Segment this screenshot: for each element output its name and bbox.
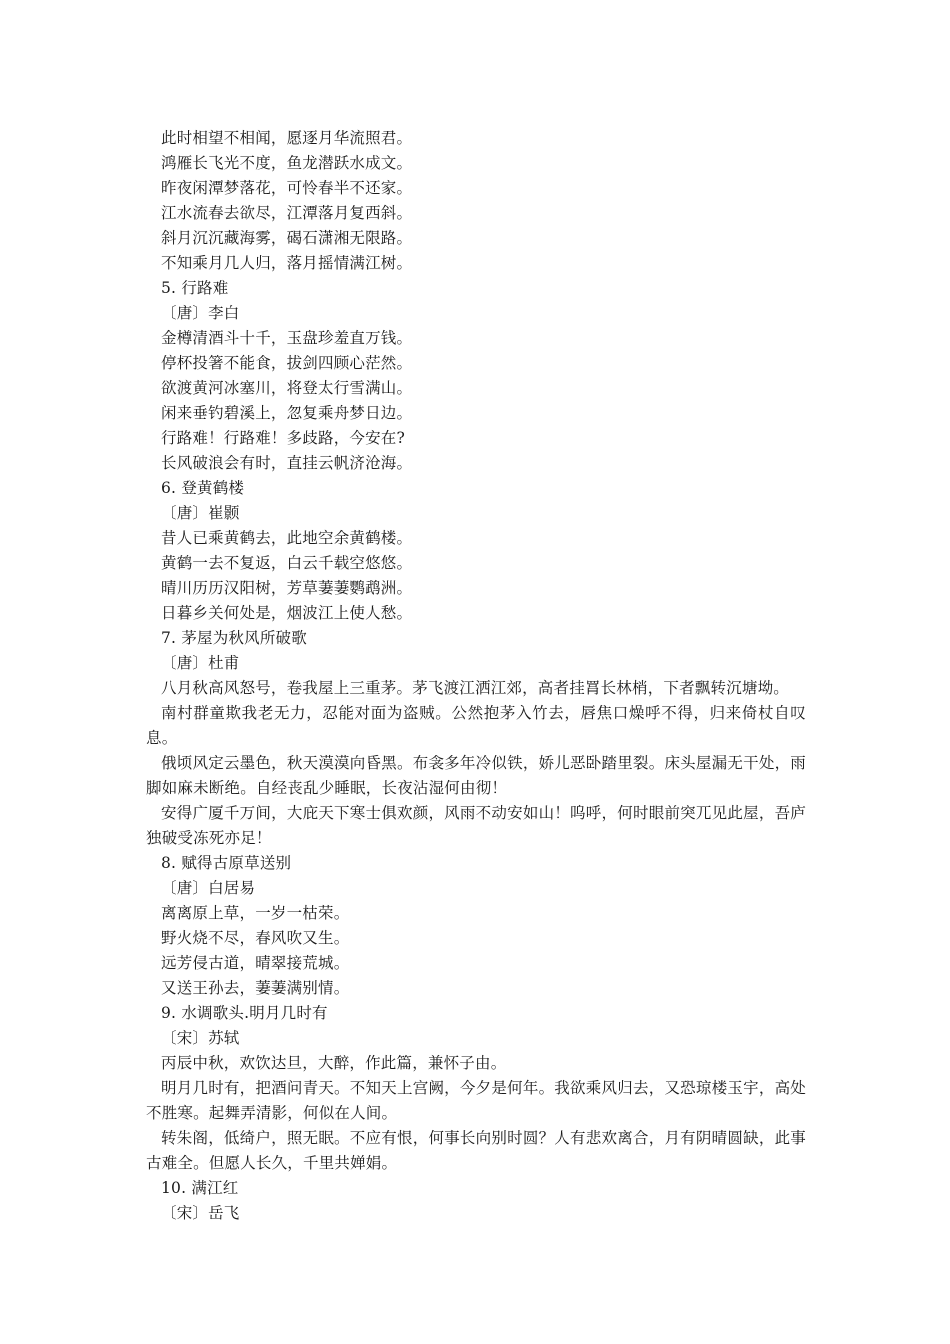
verse-line: 金樽清酒斗十千，玉盘珍羞直万钱。 xyxy=(161,329,413,347)
verse-line: 停杯投箸不能食，拔剑四顾心茫然。 xyxy=(161,354,413,372)
poem-title: 6. 登黄鹤楼 xyxy=(161,479,245,497)
poem-title: 8. 赋得古原草送别 xyxy=(161,854,292,872)
poem-author: 〔唐〕杜甫 xyxy=(161,654,240,672)
verse-line: 行路难！行路难！多歧路，今安在? xyxy=(161,429,406,447)
verse-line: 闲来垂钓碧溪上，忽复乘舟梦日边。 xyxy=(161,404,413,422)
verse-line: 长风破浪会有时，直挂云帆济沧海。 xyxy=(161,454,413,472)
verse-line: 黄鹤一去不复返，白云千载空悠悠。 xyxy=(161,554,413,572)
verse-line: 鸿雁长飞光不度，鱼龙潜跃水成文。 xyxy=(161,154,413,172)
prose-paragraph: 明月几时有，把酒问青天。不知天上宫阙，今夕是何年。我欲乘风归去，又恐琼楼玉宇，高处不胜寒。起舞弄清影，何似在人间。 xyxy=(146,1079,806,1122)
verse-line: 昨夜闲潭梦落花，可怜春半不还家。 xyxy=(161,179,413,197)
verse-line: 此时相望不相闻，愿逐月华流照君。 xyxy=(161,129,413,147)
verse-line: 又送王孙去，萋萋满别情。 xyxy=(161,979,350,997)
poem-author: 〔宋〕苏轼 xyxy=(161,1029,240,1047)
prose-paragraph: 南村群童欺我老无力，忍能对面为盗贼。公然抱茅入竹去，唇焦口燥呼不得，归来倚杖自叹息。 xyxy=(146,704,806,747)
poem-title: 10. 满江红 xyxy=(161,1179,239,1197)
verse-line: 欲渡黄河冰塞川，将登太行雪满山。 xyxy=(161,379,413,397)
poem-author: 〔唐〕白居易 xyxy=(161,879,256,897)
prose-paragraph: 八月秋高风怒号，卷我屋上三重茅。茅飞渡江洒江郊，高者挂罥长林梢，下者飘转沉塘坳。 xyxy=(161,679,790,697)
verse-line: 晴川历历汉阳树，芳草萋萋鹦鹉洲。 xyxy=(161,579,413,597)
poem-title: 5. 行路难 xyxy=(161,279,229,297)
prose-paragraph: 转朱阁，低绮户，照无眠。不应有恨，何事长向别时圆？人有悲欢离合，月有阴晴圆缺，此事古难全。但愿人长久，千里共婵娟。 xyxy=(146,1129,806,1172)
verse-line: 斜月沉沉藏海雾，碣石潇湘无限路。 xyxy=(161,229,413,247)
poem-author: 〔唐〕李白 xyxy=(161,304,240,322)
verse-line: 江水流春去欲尽，江潭落月复西斜。 xyxy=(161,204,413,222)
preface-line: 丙辰中秋，欢饮达旦，大醉，作此篇，兼怀子由。 xyxy=(161,1054,507,1072)
verse-line: 不知乘月几人归，落月摇情满江树。 xyxy=(161,254,413,272)
prose-paragraph: 俄顷风定云墨色，秋天漠漠向昏黑。布衾多年冷似铁，娇儿恶卧踏里裂。床头屋漏无干处，雨脚如麻未断绝。自经丧乱少睡眠，长夜沾湿何由彻！ xyxy=(146,754,806,797)
poem-text-block xyxy=(146,126,806,1226)
prose-paragraph: 安得广厦千万间，大庇天下寒士俱欢颜，风雨不动安如山！呜呼，何时眼前突兀见此屋，吾庐独破受冻死亦足！ xyxy=(146,804,806,847)
poem-title: 7. 茅屋为秋风所破歌 xyxy=(161,629,307,647)
poem-title: 9. 水调歌头.明月几时有 xyxy=(161,1004,328,1022)
verse-line: 日暮乡关何处是，烟波江上使人愁。 xyxy=(161,604,413,622)
poem-author: 〔唐〕崔颢 xyxy=(161,504,240,522)
poem-author: 〔宋〕岳飞 xyxy=(161,1204,240,1222)
verse-line: 离离原上草，一岁一枯荣。 xyxy=(161,904,350,922)
verse-line: 昔人已乘黄鹤去，此地空余黄鹤楼。 xyxy=(161,529,413,547)
verse-line: 远芳侵古道，晴翠接荒城。 xyxy=(161,954,350,972)
verse-line: 野火烧不尽，春风吹又生。 xyxy=(161,929,350,947)
